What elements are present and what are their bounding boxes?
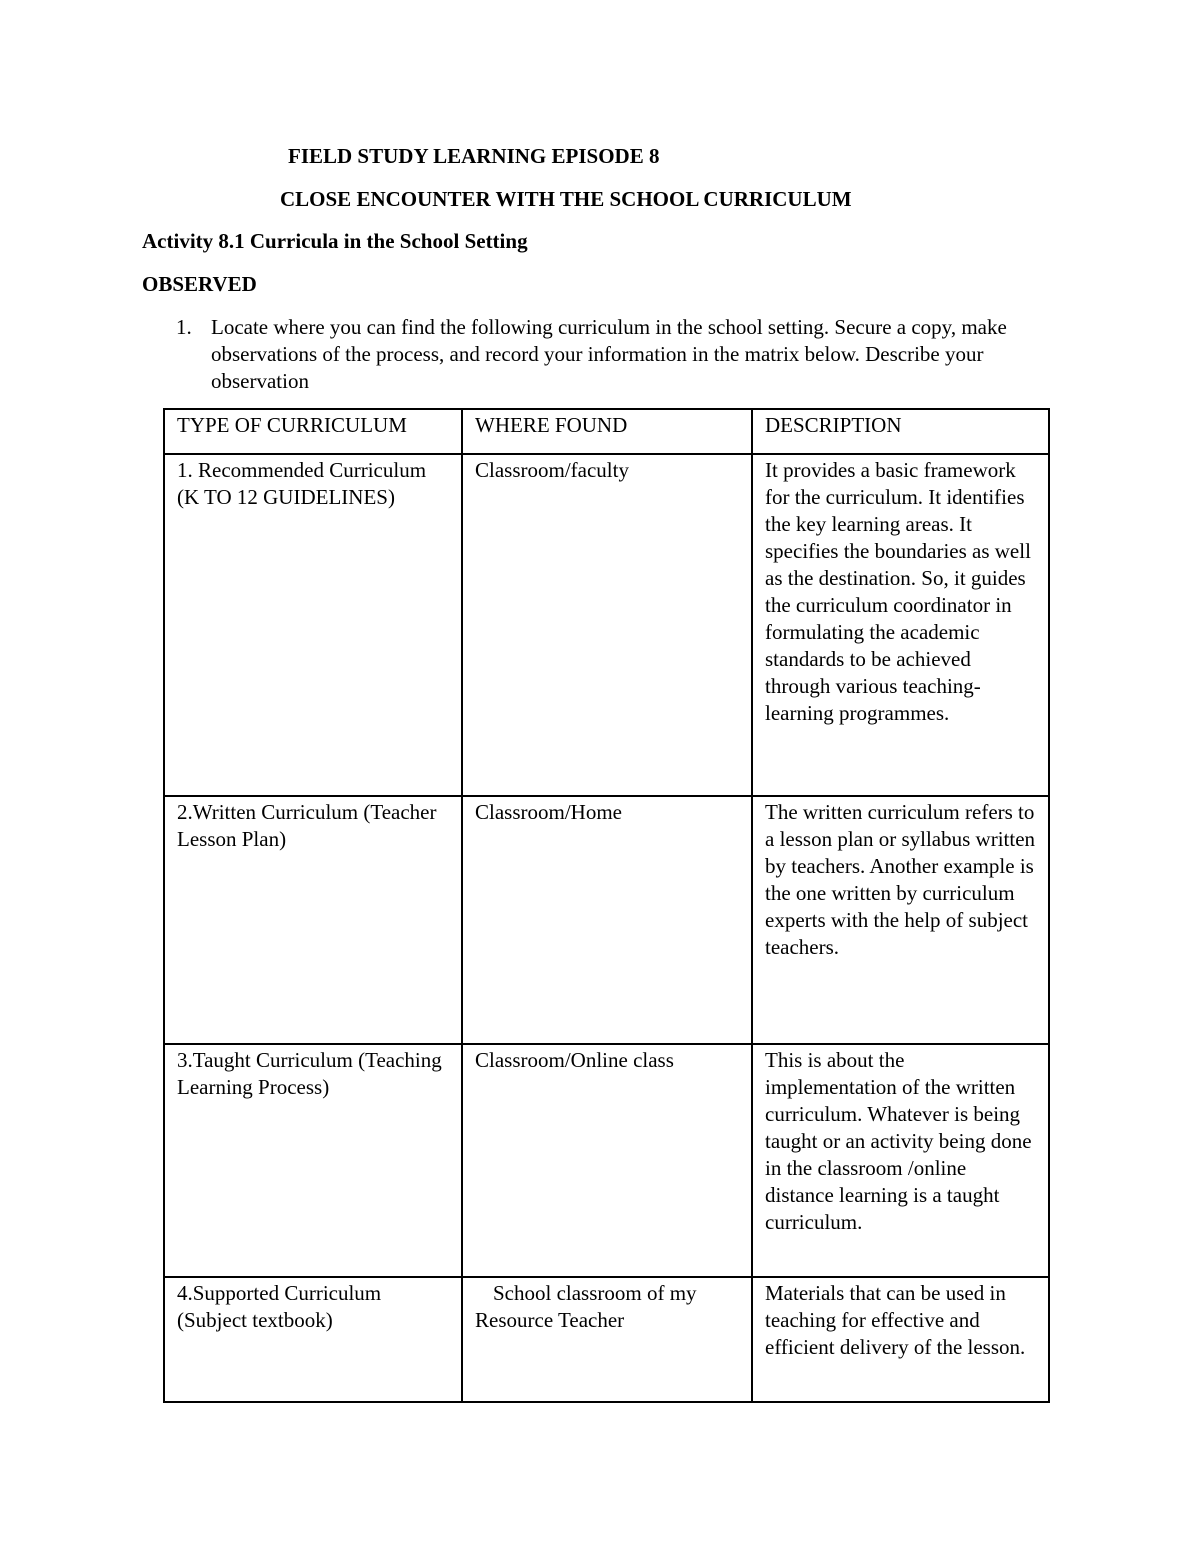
- row-description: This is about the implementation of the written curriculum. Whatever is being taught or an activity being done in the classroom /online distance learning is a taught curriculum.: [752, 1044, 1049, 1277]
- table-row: [164, 1044, 1049, 1277]
- episode-subtitle: CLOSE ENCOUNTER WITH THE SCHOOL CURRICULUM: [280, 187, 852, 211]
- row-description: The written curriculum refers to a lesson plan or syllabus written by teachers. Another example is the one written by curriculum experts with the help of subject teachers.: [752, 796, 1049, 1044]
- section-heading: OBSERVED: [142, 272, 257, 296]
- header-where: WHERE FOUND: [462, 409, 752, 454]
- table-row: [164, 454, 1049, 796]
- header-type: TYPE OF CURRICULUM: [164, 409, 462, 454]
- curriculum-matrix: [163, 408, 1050, 1403]
- header-description: DESCRIPTION: [752, 409, 1049, 454]
- row-type: 2.Written Curriculum (Teacher Lesson Plan): [164, 796, 462, 1044]
- instruction-number: 1.: [176, 315, 192, 339]
- table-row: [164, 796, 1049, 1044]
- table-header-row: [164, 409, 1049, 454]
- row-description: It provides a basic framework for the curriculum. It identifies the key learning areas. It specifies the boundaries as well as the destination. So, it guides the curriculum coordinator in formulating the academic standards to be achieved through various teaching-learning programmes.: [752, 454, 1049, 796]
- episode-title: FIELD STUDY LEARNING EPISODE 8: [288, 144, 660, 168]
- row-description: Materials that can be used in teaching for effective and efficient delivery of the lesson.: [752, 1277, 1049, 1402]
- activity-heading: Activity 8.1 Curricula in the School Setting: [142, 229, 528, 253]
- instruction-item: [176, 314, 1066, 395]
- row-type: 3.Taught Curriculum (Teaching Learning Process): [164, 1044, 462, 1277]
- row-where: Classroom/Online class: [462, 1044, 752, 1277]
- table-row: [164, 1277, 1049, 1402]
- instruction-text: Locate where you can find the following curriculum in the school setting. Secure a copy, make observations of the process, and record your information in the matrix below. Describe your observation: [211, 315, 1007, 393]
- row-where: Classroom/faculty: [462, 454, 752, 796]
- row-where: Classroom/Home: [462, 796, 752, 1044]
- row-type: 1. Recommended Curriculum (K TO 12 GUIDELINES): [164, 454, 462, 796]
- row-where: School classroom of my Resource Teacher: [462, 1277, 752, 1402]
- row-type: 4.Supported Curriculum (Subject textbook): [164, 1277, 462, 1402]
